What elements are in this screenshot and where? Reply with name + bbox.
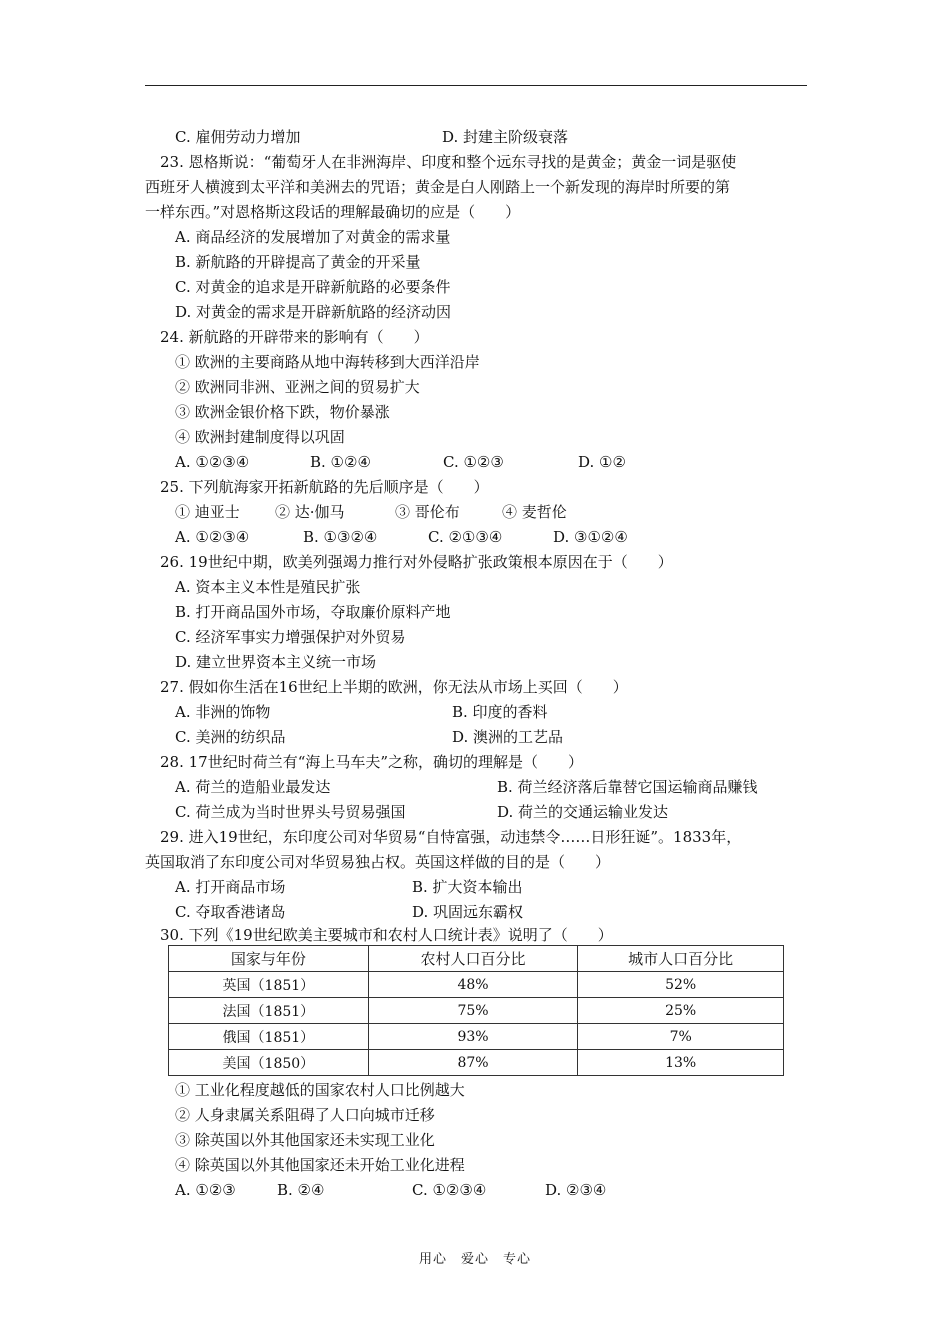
q27-stem: 27. 假如你生活在16世纪上半期的欧洲，你无法从市场上买回（ ） <box>160 678 628 696</box>
cell-urban: 7% <box>578 1024 784 1050</box>
q30-stem: 30. 下列《19世纪欧美主要城市和农村人口统计表》说明了（ ） <box>160 926 613 944</box>
q26-stem: 26. 19世纪中期，欧美列强竭力推行对外侵略扩张政策根本原因在于（ ） <box>160 553 673 571</box>
q29-option-a: A. 打开商品市场 <box>175 878 286 896</box>
q29-stem-line-1: 29. 进入19世纪，东印度公司对华贸易“自恃富强，动违禁令……日形狂诞”。1833年， <box>160 828 742 846</box>
table-row <box>169 1024 784 1050</box>
table-header-row <box>169 946 784 972</box>
table-row <box>169 1050 784 1076</box>
table-row <box>169 972 784 998</box>
q30-option-a: A. ①②③ <box>175 1181 236 1199</box>
header-country-year: 国家与年份 <box>169 946 369 972</box>
cell-urban: 13% <box>578 1050 784 1076</box>
q25-option-d: D. ③①②④ <box>553 528 628 546</box>
q23-option-c: C. 对黄金的追求是开辟新航路的必要条件 <box>175 278 451 296</box>
q25-item-1: ① 迪亚士 <box>175 503 240 521</box>
cell-rural: 87% <box>368 1050 578 1076</box>
q30-item-1: ① 工业化程度越低的国家农村人口比例越大 <box>175 1081 465 1099</box>
q30-option-c: C. ①②③④ <box>412 1181 487 1199</box>
q28-option-b: B. 荷兰经济落后靠替它国运输商品赚钱 <box>497 778 758 796</box>
q25-item-2: ② 达·伽马 <box>275 503 345 521</box>
q26-option-b: B. 打开商品国外市场，夺取廉价原料产地 <box>175 603 451 621</box>
q24-option-b: B. ①②④ <box>310 453 371 471</box>
q29-option-c: C. 夺取香港诸岛 <box>175 903 286 921</box>
q23-stem-line-3: 一样东西。”对恩格斯这段话的理解最确切的应是（ ） <box>145 203 521 221</box>
q29-option-d: D. 巩固远东霸权 <box>412 903 524 921</box>
q23-option-b: B. 新航路的开辟提高了黄金的开采量 <box>175 253 421 271</box>
q29-stem-line-2: 英国取消了东印度公司对华贸易独占权。英国这样做的目的是（ ） <box>145 853 611 871</box>
q23-stem-line-2: 西班牙人横渡到太平洋和美洲去的咒语；黄金是白人刚踏上一个新发现的海岸时所要的第 <box>145 178 731 196</box>
population-table <box>168 945 784 1076</box>
q25-item-4: ④ 麦哲伦 <box>502 503 567 521</box>
q30-item-4: ④ 除英国以外其他国家还未开始工业化进程 <box>175 1156 465 1174</box>
cell-rural: 93% <box>368 1024 578 1050</box>
q25-stem: 25. 下列航海家开拓新航路的先后顺序是（ ） <box>160 478 489 496</box>
q23-stem-line-1: 23. 恩格斯说：“葡萄牙人在非洲海岸、印度和整个远东寻找的是黄金；黄金一词是驱使 <box>160 153 737 171</box>
cell-country: 英国（1851） <box>169 972 369 998</box>
q28-stem: 28. 17世纪时荷兰有“海上马车夫”之称，确切的理解是（ ） <box>160 753 584 771</box>
header-rural-percent: 农村人口百分比 <box>368 946 578 972</box>
q24-stem: 24. 新航路的开辟带来的影响有（ ） <box>160 328 429 346</box>
q26-option-c: C. 经济军事实力增强保护对外贸易 <box>175 628 406 646</box>
q28-option-a: A. 荷兰的造船业最发达 <box>175 778 331 796</box>
cell-rural: 48% <box>368 972 578 998</box>
q26-option-d: D. 建立世界资本主义统一市场 <box>175 653 377 671</box>
cell-urban: 25% <box>578 998 784 1024</box>
q30-item-3: ③ 除英国以外其他国家还未实现工业化 <box>175 1131 435 1149</box>
q25-option-b: B. ①③②④ <box>303 528 378 546</box>
q24-option-d: D. ①② <box>578 453 626 471</box>
header-rule <box>145 85 807 86</box>
q24-option-c: C. ①②③ <box>443 453 504 471</box>
q25-item-3: ③ 哥伦布 <box>395 503 460 521</box>
q27-option-d: D. 澳洲的工艺品 <box>452 728 564 746</box>
header-urban-percent: 城市人口百分比 <box>578 946 784 972</box>
q23-option-a: A. 商品经济的发展增加了对黄金的需求量 <box>175 228 451 246</box>
q22-option-c: C. 雇佣劳动力增加 <box>175 128 301 146</box>
q25-option-a: A. ①②③④ <box>175 528 250 546</box>
cell-country: 法国（1851） <box>169 998 369 1024</box>
q27-option-c: C. 美洲的纺织品 <box>175 728 286 746</box>
q24-option-a: A. ①②③④ <box>175 453 250 471</box>
q23-option-d: D. 对黄金的需求是开辟新航路的经济动因 <box>175 303 452 321</box>
page-footer: 用心 爱心 专心 <box>418 1252 531 1267</box>
cell-country: 美国（1850） <box>169 1050 369 1076</box>
q30-item-2: ② 人身隶属关系阻碍了人口向城市迁移 <box>175 1106 435 1124</box>
table-row <box>169 998 784 1024</box>
cell-urban: 52% <box>578 972 784 998</box>
q24-item-2: ② 欧洲同非洲、亚洲之间的贸易扩大 <box>175 378 420 396</box>
q27-option-a: A. 非洲的饰物 <box>175 703 271 721</box>
q22-option-d: D. 封建主阶级衰落 <box>442 128 569 146</box>
q30-option-d: D. ②③④ <box>545 1181 607 1199</box>
q26-option-a: A. 资本主义本性是殖民扩张 <box>175 578 361 596</box>
cell-country: 俄国（1851） <box>169 1024 369 1050</box>
q28-option-c: C. 荷兰成为当时世界头号贸易强国 <box>175 803 406 821</box>
q24-item-4: ④ 欧洲封建制度得以巩固 <box>175 428 345 446</box>
q28-option-d: D. 荷兰的交通运输业发达 <box>497 803 669 821</box>
q30-option-b: B. ②④ <box>277 1181 325 1199</box>
q27-option-b: B. 印度的香料 <box>452 703 548 721</box>
cell-rural: 75% <box>368 998 578 1024</box>
q25-option-c: C. ②①③④ <box>428 528 503 546</box>
q24-item-1: ① 欧洲的主要商路从地中海转移到大西洋沿岸 <box>175 353 480 371</box>
q29-option-b: B. 扩大资本输出 <box>412 878 523 896</box>
q24-item-3: ③ 欧洲金银价格下跌，物价暴涨 <box>175 403 390 421</box>
